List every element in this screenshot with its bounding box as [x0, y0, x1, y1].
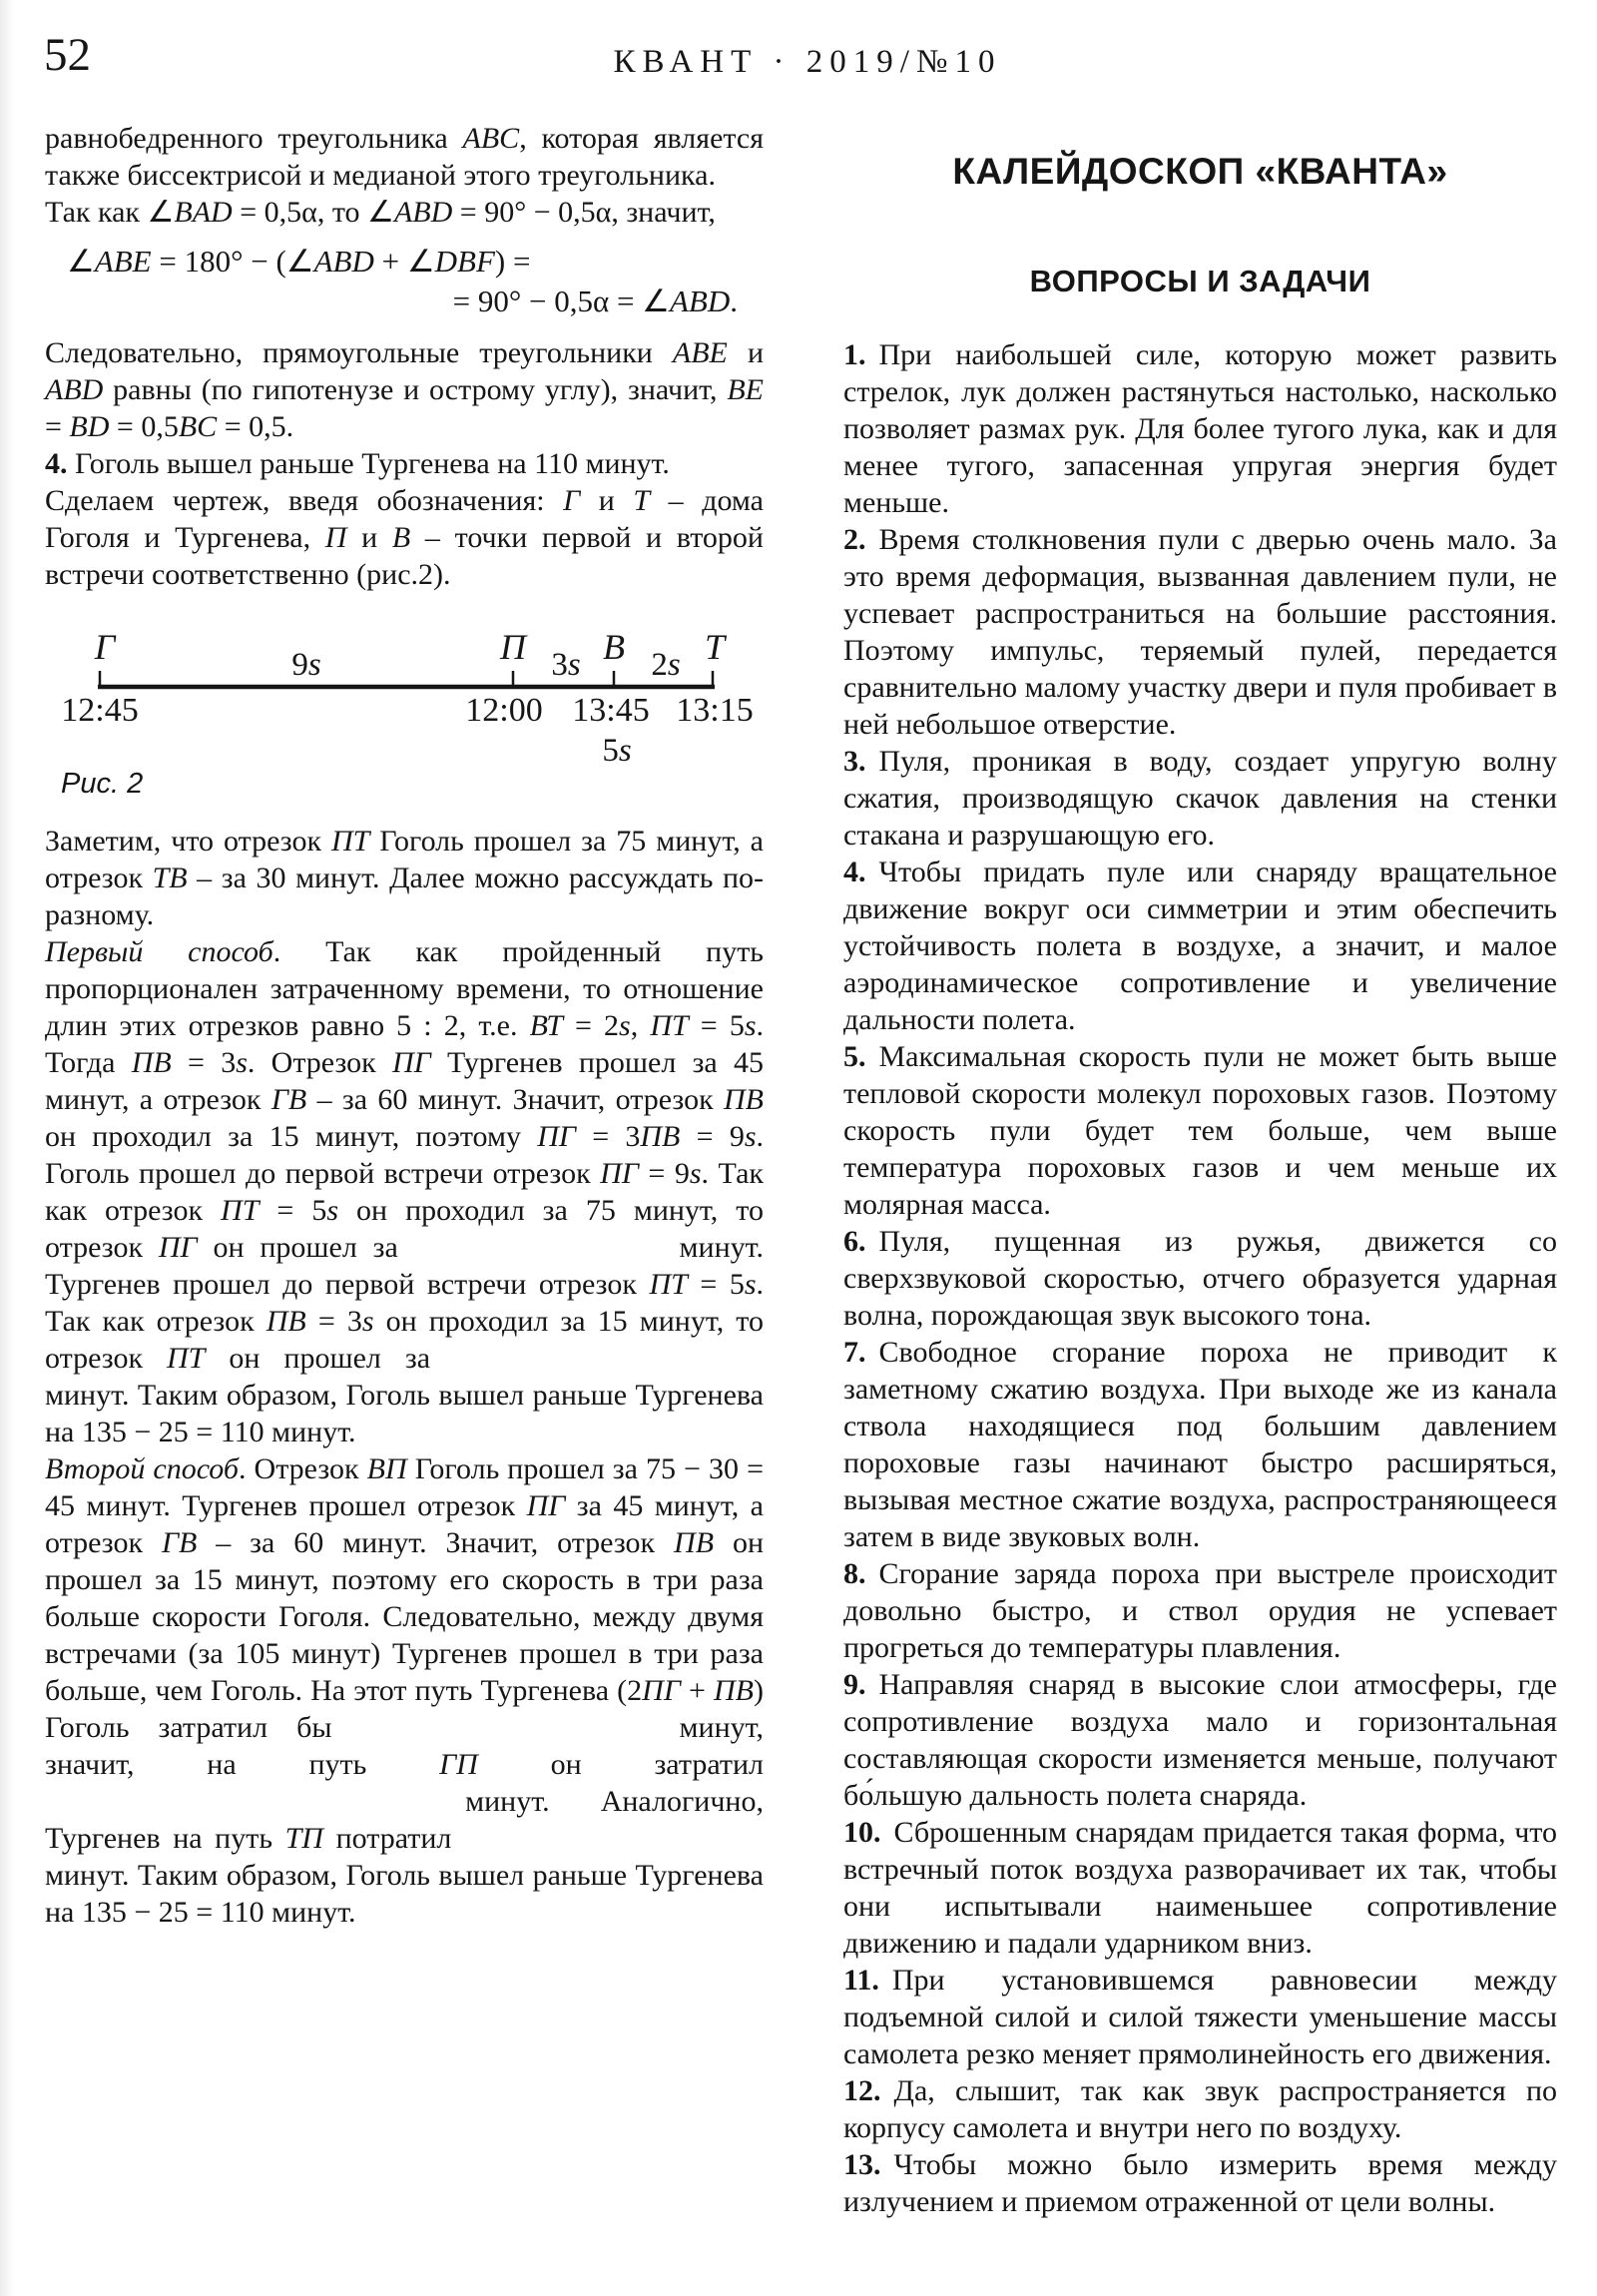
section-subtitle: ВОПРОСЫ И ЗАДАЧИ — [1029, 264, 1371, 298]
item-number: 1. — [843, 338, 866, 371]
item-number: 11. — [843, 1964, 879, 1997]
answer-item — [843, 1223, 1557, 1334]
item-number: 12. — [843, 2074, 881, 2107]
paragraph: Так как ∠BAD = 0,5α, то ∠ABD = 90° − 0,5α, значит, — [45, 196, 716, 229]
equation-line: = 90° − 0,5α = ∠ABD. — [452, 284, 738, 318]
item-text: Свободное сгорание пороха не приводит к заметному сжатию воздуха. При выходе же из канала ствола находящиеся под большим давлением пороховые газы начинают быстро расширяться, вызывая местное сжатие воздуха, распространяющееся затем в виде звуковых волн. — [843, 1336, 1557, 1553]
item-text: Да, слышит, так как звук распространяется по корпусу самолета и внутри него по воздуху. — [843, 2074, 1557, 2144]
answer-item — [843, 521, 1557, 743]
item-number: 4. — [843, 856, 866, 888]
segment-unit: s — [567, 647, 581, 683]
item-number: 3. — [843, 745, 866, 778]
item-number: 13. — [843, 2148, 881, 2181]
time-label-v: 13:45 — [572, 692, 650, 729]
item-number: 7. — [843, 1336, 866, 1369]
point-label-p: П — [500, 627, 526, 667]
item-text: При установившемся равновесии между подъемной силой и силой тяжести уменьшение массы самолета резко меняет прямолинейность его движения. — [843, 1964, 1557, 2070]
item-text: Пуля, пущенная из ружья, движется со сверхзвуковой скоростью, отчего образуется ударная волна, порождающая звук высокого тона. — [843, 1225, 1557, 1332]
segment-value: 2 — [651, 647, 668, 683]
right-column — [843, 150, 1557, 2220]
answer-item — [843, 1555, 1557, 1666]
paragraph: Сделаем чертеж, введя обозначения: Г и Т – дома Гоголя и Тургенева, П и В – точки первой и второй встречи соответственно (рис.2). — [45, 484, 764, 591]
answer-item — [843, 1038, 1557, 1223]
segment-label-3s — [551, 647, 580, 683]
timeline-diagram — [45, 621, 764, 799]
paragraph: 4. Гоголь вышел раньше Тургенева на 110 минут. — [45, 447, 670, 480]
item-number: 6. — [843, 1225, 866, 1258]
paragraph: Первый способ. Так как пройденный путь пропорционален затраченному времени, то отношение длин этих отрезков равно 5 : 2, т.е. ВТ = 2s, ПТ = 5s. Тогда ПВ = 3s. Отрезок ПГ Тургенев прошел за 45 минут, а отрезок ГВ – за 60 минут. Значит, отрезок ПВ он проходил за 15 минут, поэтому ПГ = 3ПВ = 9s. Гоголь прошел до первой встречи отрезок ПГ = 9s. Так как отрезок ПТ = 5s он проходил за 75 минут, то отрезок ПГ он прошел за минут. Тургенев прошел до первой встречи отрезок ПТ = 5s. Так как отрезок ПВ = 3s он проходил за 15 минут, то отрезок ПТ он прошел за минут. Таким образом, Гоголь вышел раньше Тургенева на 135 − 25 = 110 минут. — [45, 935, 765, 1448]
item-text: При наибольшей силе, которую может развить стрелок, лук должен растянуться настолько, насколько позволяет размах рук. Для более тугого лука, как и для менее тугого, запасенная упругая энергия будет меньше. — [843, 338, 1557, 519]
page-number: 52 — [44, 29, 91, 81]
answer-item — [843, 336, 1557, 521]
answer-item — [843, 1666, 1557, 1814]
time-label-g: 12:45 — [61, 692, 139, 729]
item-text: Сброшенным снарядам придается такая форма, что встречный поток воздуха разворачивает их так, чтобы они испытывали наименьшее сопротивление движению и падали ударником вниз. — [843, 1816, 1557, 1960]
item-number: 9. — [843, 1668, 866, 1701]
item-number: 8. — [843, 1557, 866, 1590]
answer-item — [843, 854, 1557, 1038]
item-text: Чтобы можно было измерить время между излучением и приемом отраженной от цели волны. — [843, 2148, 1557, 2218]
item-text: Сгорание заряда пороха при выстреле происходит довольно быстро, и ствол орудия не успевает прогреться до температуры плавления. — [843, 1557, 1557, 1664]
segment-value: 5 — [602, 733, 619, 769]
section-title: КАЛЕЙДОСКОП «КВАНТА» — [952, 151, 1448, 192]
segment-unit: s — [307, 647, 321, 683]
answer-item — [843, 743, 1557, 854]
segment-unit: s — [618, 733, 632, 769]
answer-item — [843, 1962, 1557, 2072]
point-label-v: В — [603, 627, 625, 667]
paragraph: Следовательно, прямоугольные треугольники ABE и ABD равны (по гипотенузе и острому углу), значит, BE = BD = 0,5BC = 0,5. — [45, 336, 764, 443]
paragraph: равнобедренного треугольника ABC, которая является также биссектрисой и медианой этого треугольника. — [45, 122, 764, 192]
item-text: Направляя снаряд в высокие слои атмосферы, где сопротивление воздуха мало и горизонтальная составляющая скорости изменяется меньше, получают бо́льшую дальность полета снаряда. — [843, 1668, 1557, 1812]
equation-block — [45, 242, 764, 321]
item-number: 5. — [843, 1040, 866, 1073]
item-text: Время столкновения пули с дверью очень мало. За это время деформация, вызванная давлением пули, не успевает распространиться на большие расстояния. Поэтому импульс, теряемый пулей, передается сравнительно малому участку двери и пуля пробивает в ней небольшое отверстие. — [843, 523, 1557, 741]
answers-list — [843, 336, 1557, 2220]
paragraph: Второй способ. Отрезок ВП Гоголь прошел за 75 − 30 = 45 минут. Тургенев прошел отрезок ПГ за 45 минут, а отрезок ГВ – за 60 минут. Значит, отрезок ПВ он прошел за 15 минут, поэтому его скорость в три раза больше скорости Гоголя. Следовательно, между двумя встречами (за 105 минут) Тургенев прошел в три раза больше, чем Гоголь. На этот путь Тургенева (2ПГ + ПВ) Гоголь затратил бы минут, значит, на путь ГП он затратил минут. Аналогично, Тургенев на путь ТП потратил минут. Таким образом, Гоголь вышел раньше Тургенева на 135 − 25 = 110 минут. — [45, 1452, 765, 1929]
left-column — [45, 120, 764, 1931]
segment-label-5s — [602, 733, 631, 769]
segment-label-9s — [291, 647, 320, 683]
item-text: Чтобы придать пуле или снаряду вращательное движение вокруг оси симметрии и этим обеспечить устойчивость полета в воздухе, а значит, и малое аэродинамическое сопротивление и увеличение дальности полета. — [843, 856, 1557, 1036]
segment-value: 3 — [551, 647, 568, 683]
segment-unit: s — [667, 647, 681, 683]
answer-item — [843, 2072, 1557, 2146]
item-text: Максимальная скорость пули не может быть выше тепловой скорости молекул пороховых газов. Поэтому скорость пули будет тем больше, чем выше температура пороховых газов и чем меньше их молярная масса. — [843, 1040, 1557, 1221]
answer-item — [843, 2146, 1557, 2220]
equation-line: ∠ABE = 180° − (∠ABD + ∠DBF) = — [67, 244, 531, 279]
item-number: 10. — [843, 1816, 881, 1849]
journal-header: КВАНТ · 2019/№10 — [613, 44, 1002, 80]
segment-label-2s — [651, 647, 680, 683]
time-label-t: 13:15 — [676, 692, 754, 729]
item-text: Пуля, проникая в воду, создает упругую волну сжатия, производящую скачок давления на стенки стакана и разрушающую его. — [843, 745, 1557, 852]
paragraph: Заметим, что отрезок ПТ Гоголь прошел за 75 минут, а отрезок ТВ – за 30 минут. Далее можно рассуждать по-разному. — [45, 825, 764, 931]
segment-value: 9 — [291, 647, 308, 683]
time-label-p: 12:00 — [465, 692, 543, 729]
point-label-g: Г — [94, 627, 116, 667]
figure-caption: Рис. 2 — [61, 768, 144, 799]
point-label-t: Т — [704, 627, 726, 667]
answer-item — [843, 1334, 1557, 1555]
figure-2 — [45, 621, 764, 799]
item-number: 2. — [843, 523, 866, 556]
answer-item — [843, 1814, 1557, 1962]
